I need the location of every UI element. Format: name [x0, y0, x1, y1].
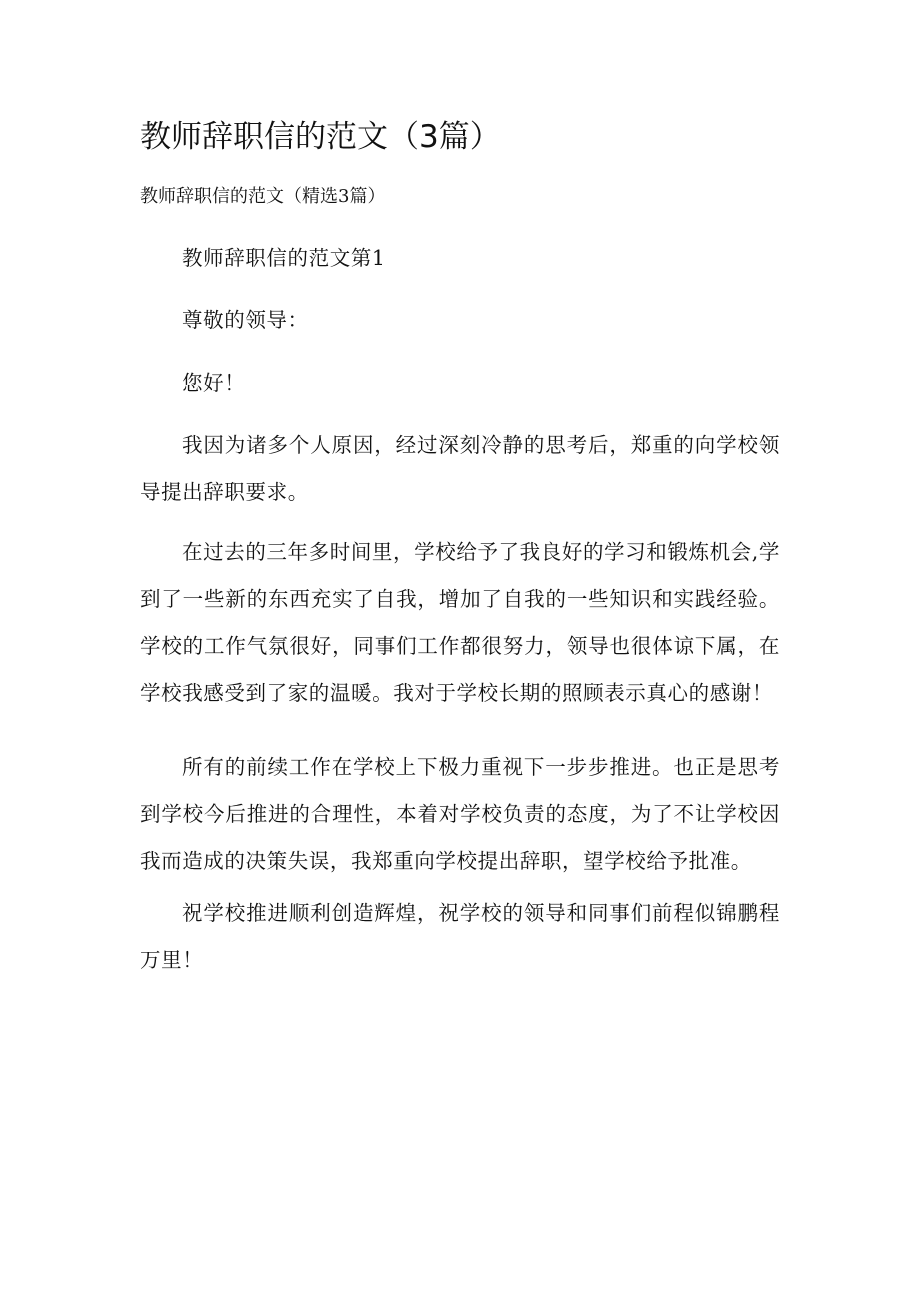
- paragraph: 所有的前续工作在学校上下极力重视下一步步推进。也正是思考到学校今后推进的合理性，本着对学校负责的态度，为了不让学校因我而造成的决策失误，我郑重向学校提出辞职，望学校给予批准。: [140, 755, 780, 873]
- document-title: 教师辞职信的范文（3篇）: [140, 119, 501, 155]
- document-subtitle: 教师辞职信的范文（精选3篇）: [140, 186, 386, 207]
- paragraph: 我因为诸多个人原因，经过深刻冷静的思考后，郑重的向学校领导提出辞职要求。: [140, 433, 780, 504]
- salutation: 尊敬的领导：: [182, 308, 309, 332]
- section-heading: 教师辞职信的范文第1: [182, 246, 386, 270]
- greeting: 您好！: [182, 371, 246, 395]
- paragraph: 祝学校推进顺利创造辉煌，祝学校的领导和同事们前程似锦鹏程万里！: [140, 901, 780, 972]
- paragraph: 在过去的三年多时间里，学校给予了我良好的学习和锻炼机会,学到了一些新的东西充实了自我，增加了自我的一些知识和实践经验。学校的工作气氛很好，同事们工作都很努力，领导也很体谅下属，在学校我感受到了家的温暖。我对于学校长期的照顾表示真心的感谢！: [140, 540, 780, 705]
